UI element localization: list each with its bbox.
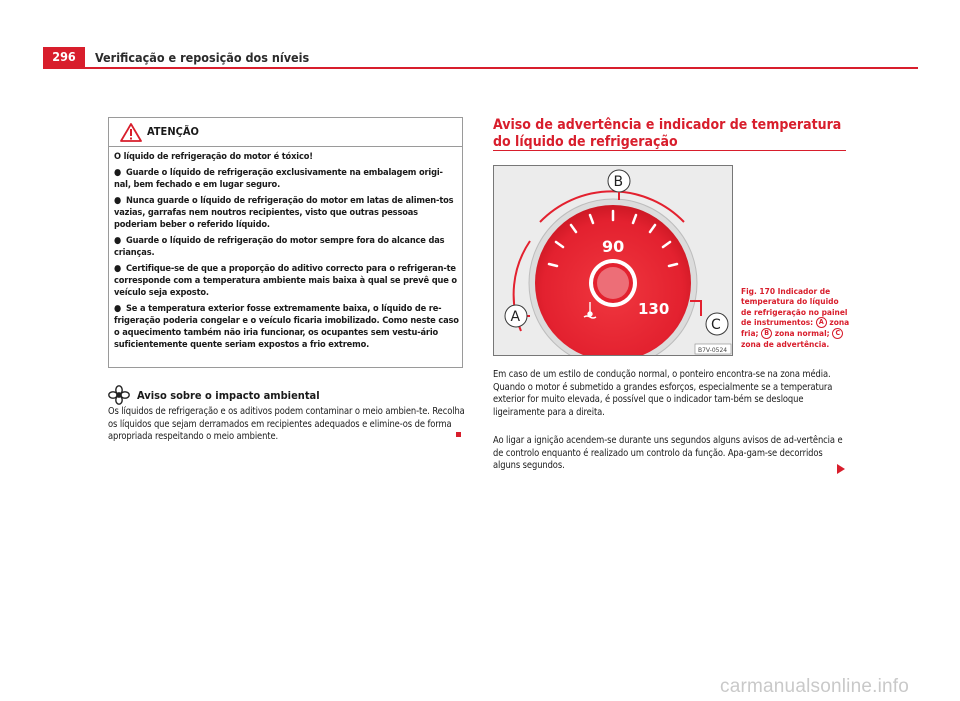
circled-b-icon: B bbox=[761, 328, 772, 339]
chapter-title: Verificação e reposição dos níveis bbox=[95, 50, 310, 65]
warning-bullet: ● Certifique-se de que a proporção do aditivo correcto para o refrigeran-te corresponde com a temperatura ambiente mais baixa à qual se prevê que o veículo seja exposto. bbox=[114, 263, 457, 298]
circled-a-icon: A bbox=[816, 317, 827, 328]
figure-code: B7V-0524 bbox=[698, 347, 728, 354]
warning-body bbox=[114, 151, 459, 355]
warning-box bbox=[108, 117, 463, 368]
warning-triangle-icon bbox=[120, 123, 142, 142]
gauge-label-90: 90 bbox=[602, 237, 625, 256]
circled-c-icon: C bbox=[832, 328, 843, 339]
coolant-gauge-illustration bbox=[494, 166, 732, 355]
coolant-gauge-figure bbox=[493, 165, 733, 356]
page-number: 296 bbox=[43, 47, 85, 67]
section-title: Aviso de advertência e indicador de temperatura do líquido de refrigeração bbox=[493, 117, 842, 150]
gauge-label-130: 130 bbox=[638, 300, 670, 318]
warning-bullet: ● Guarde o líquido de refrigeração exclusivamente na embalagem origi-nal, bem fechado e em lugar seguro. bbox=[114, 167, 443, 190]
environment-text: Os líquidos de refrigeração e os aditivos podem contaminar o meio ambien-te. Recolha os líquidos que sejam derramados em recipientes adequados e elimine-os de forma apropriada respeitando o meio ambiente. bbox=[108, 406, 465, 442]
bullet-dot-icon: ● bbox=[114, 167, 122, 178]
body-paragraph-1: Em caso de um estilo de condução normal, o ponteiro encontra-se na zona média. Quando o motor é submetido a grandes esforços, especialmente se a temperatura exterior for muito elevada, é possível que o indicador tam-bém se desloque ligeiramente para a direita. bbox=[493, 369, 833, 418]
environment-flower-icon bbox=[108, 385, 130, 405]
callout-c: C bbox=[711, 317, 721, 333]
header-divider bbox=[43, 67, 918, 69]
figure-caption: Fig. 170 Indicador de temperatura do líquido de refrigeração no painel de instrumentos: A zona fria; B zona normal; C zona de advertência. bbox=[741, 286, 850, 349]
callout-a: A bbox=[510, 309, 521, 325]
warning-bullet: ● Guarde o líquido de refrigeração do motor sempre fora do alcance das crianças. bbox=[114, 235, 445, 258]
bullet-dot-icon: ● bbox=[114, 303, 122, 314]
environment-title: Aviso sobre o impacto ambiental bbox=[137, 389, 320, 402]
section-end-marker bbox=[456, 432, 461, 437]
warning-intro: O líquido de refrigeração do motor é tóxico! bbox=[114, 151, 313, 162]
warning-bullet: ● Se a temperatura exterior fosse extremamente baixa, o líquido de re-frigeração poderia congelar e o veículo ficaria imobilizado. Como neste caso o aquecimento também não iria funcionar, os ocupantes sem vestu-ário suficientemente quente seriam expostos a frio extremo. bbox=[114, 303, 459, 350]
section-divider bbox=[493, 150, 846, 151]
warning-bullet: ● Nunca guarde o líquido de refrigeração do motor em latas de alimen-tos vazias, garrafas nem noutros recipientes, visto que outras pessoas poderiam beber o referido líquido. bbox=[114, 195, 454, 230]
watermark: carmanualsonline.info bbox=[720, 676, 910, 697]
warning-header bbox=[109, 118, 462, 147]
body-paragraph-2: Ao ligar a ignição acendem-se durante uns segundos alguns avisos de ad-vertência e de controlo enquanto é realizado um controlo da função. Apa-gam-se decorridos alguns segundos. bbox=[493, 435, 843, 471]
bullet-dot-icon: ● bbox=[114, 263, 122, 274]
bullet-dot-icon: ● bbox=[114, 235, 122, 246]
warning-title: ATENÇÃO bbox=[147, 125, 199, 138]
callout-b: B bbox=[613, 174, 624, 190]
bullet-dot-icon: ● bbox=[114, 195, 122, 206]
continue-arrow-icon bbox=[836, 463, 846, 475]
